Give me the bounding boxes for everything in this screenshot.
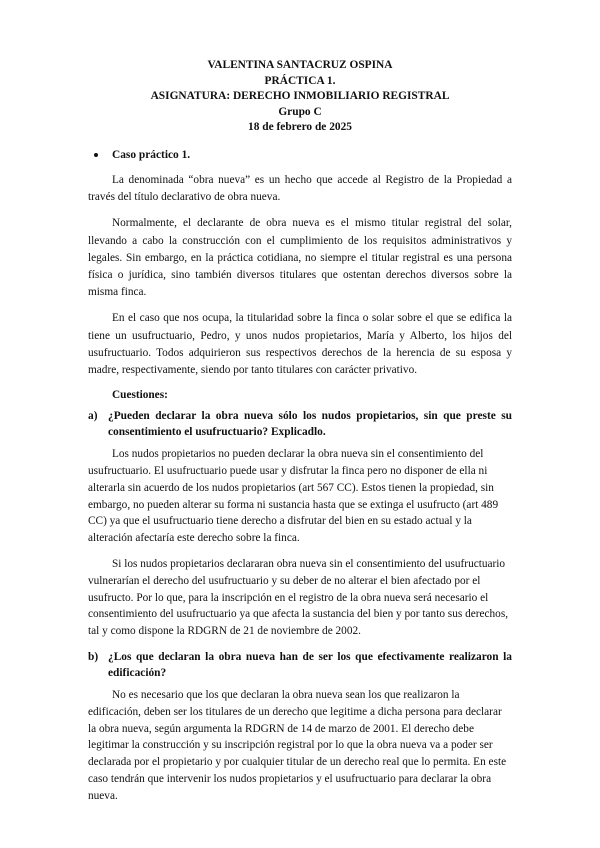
question-a bbox=[88, 408, 512, 440]
question-letter: a) bbox=[88, 410, 98, 423]
questions-title: Cuestiones: bbox=[112, 389, 168, 402]
subject-title: ASIGNATURA: DERECHO INMOBILIARIO REGISTRAL bbox=[150, 90, 450, 103]
question-b bbox=[88, 649, 512, 681]
intro-paragraph: En el caso que nos ocupa, la titularidad sobre la finca o solar sobre el que se edifica la tiene un usufructuario, Pedro, y unos nudos propietarios, María y Alberto, los hijos del usufructuario. Todos adquirieron sus respectivos derechos de la herencia de su esposa y madre, respectivamente, siendo por tanto titulares con carácter privativo. bbox=[88, 312, 512, 376]
question-text: ¿Los que declaran la obra nueva han de ser los que efectivamente realizaron la edificación? bbox=[108, 650, 512, 679]
answer-paragraph: Los nudos propietarios no pueden declarar la obra nueva sin el consentimiento del usufructuario. El usufructuario puede usar y disfrutar la finca pero no disponer de ella ni alterarla sin acuerdo de los nudos propietarios (art 567 CC). Estos tienen la propiedad, sin embargo, no pueden alterar su forma ni sustancia hasta que se extinga el usufructo (art 489 CC) ya que el usufructuario tiene derecho a disfrutar del bien en su estado actual y la alteración afectaría este derecho sobre la finca. bbox=[88, 448, 499, 545]
case-heading bbox=[88, 149, 512, 161]
bullet-icon bbox=[94, 153, 98, 157]
author-name: VALENTINA SANTACRUZ OSPINA bbox=[207, 59, 393, 71]
question-text: ¿Pueden declarar la obra nueva sólo los nudos propietarios, sin que preste su consentimiento el usufructuario? Explicadlo. bbox=[108, 410, 512, 439]
answer-paragraph: No es necesario que los que declaran la obra nueva sean los que realizaron la edificación, deben ser los titulares de un derecho que legitime a dicha persona para declarar la obra nueva, según argumenta la RDGRN de 14 de marzo de 2001. El derecho debe legitimar la construcción y su inscripción registral por lo que la obra nueva va a poder ser declarada por el propietario y por cualquier titular de un derecho real que lo permita. En este caso tendrán que intervenir los nudos propietarios y el usufructuario para declarar la obra nueva. bbox=[88, 688, 507, 802]
case-title: Caso práctico 1. bbox=[112, 148, 191, 161]
group-label: Grupo C bbox=[278, 105, 322, 118]
answer-b bbox=[88, 687, 512, 805]
intro-paragraph: La denominada “obra nueva” es un hecho que accede al Registro de la Propiedad a través del título declarativo de obra nueva. bbox=[88, 173, 512, 204]
document-date: 18 de febrero de 2025 bbox=[248, 121, 352, 134]
answer-a bbox=[88, 446, 512, 640]
document-header bbox=[88, 58, 512, 136]
answer-paragraph: Si los nudos propietarios declararan obra nueva sin el consentimiento del usufructuario vulnerarían el derecho del usufructuario y su deber de no alterar el bien afectado por el usufructo. Por lo que, para la inscripción en el registro de la obra nueva será necesario el consentimiento del usufructuario ya que afecta la sustancia del bien y por tanto sus derechos, tal y como dispone la RDGRN de 21 de noviembre de 2002. bbox=[88, 557, 509, 638]
question-letter: b) bbox=[88, 650, 99, 663]
practice-title: PRÁCTICA 1. bbox=[264, 74, 336, 87]
intro-paragraph: Normalmente, el declarante de obra nueva es el mismo titular registral del solar, llevando a cabo la construcción con el cumplimiento de los requisitos administrativos y legales. Sin embargo, en la práctica cotidiana, no siempre el titular registral es una persona física o jurídica, sino también diversos titulares que ostentan derechos diversos sobre la misma finca. bbox=[88, 217, 512, 299]
